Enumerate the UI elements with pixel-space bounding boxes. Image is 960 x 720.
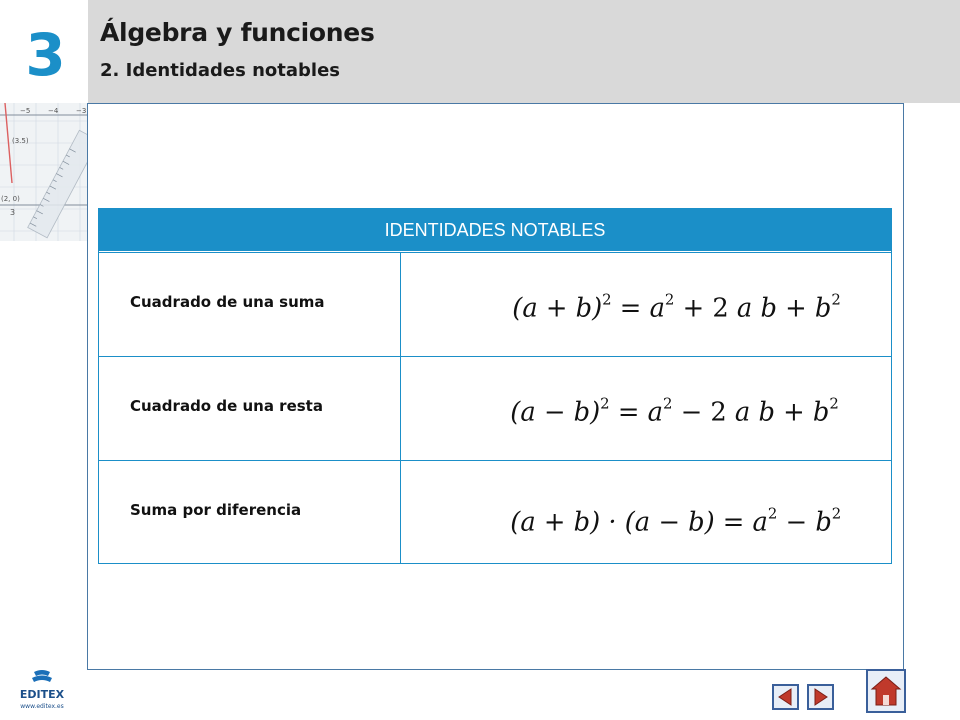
row-formula-cell [401,357,891,460]
row-label: Suma por diferencia [130,501,302,519]
chapter-number: 3 [25,21,66,89]
row-formula-cell [401,253,891,356]
next-button[interactable] [807,684,834,710]
identities-table [98,208,892,564]
formula-square-of-sum [401,253,891,356]
table-header: IDENTIDADES NOTABLES [99,209,891,252]
logo-text: EDITEX [19,688,65,701]
editex-logo [12,668,72,712]
point-label: (3.5) [12,137,29,145]
logo-url: www.editex.es [20,703,64,710]
svg-text:(a + b)2 = a2 + 2 a b + b2: $(a + b)^2 = a^2 + 2$ a $b + b^2$ [512,290,841,324]
formula-square-of-difference [401,357,891,460]
tick-label: −3 [76,107,87,115]
header-band [88,0,960,103]
table-row [99,252,891,356]
point-label: 3 [10,208,16,217]
row-label-cell [99,253,401,356]
table-row [99,460,891,564]
row-label: Cuadrado de una suma [130,293,325,311]
tick-label: −5 [20,107,31,115]
row-label: Cuadrado de una resta [130,397,323,415]
tick-label: −4 [48,107,59,115]
row-formula-cell [401,461,891,564]
svg-text:(a − b)2 = a2 − 2 a b + b2: $(a - b)^2 = a^2 - 2$ a $b + b^2$ [510,394,839,428]
row-label-cell [99,357,401,460]
graph-ruler-image [0,103,88,241]
triangle-right-icon [809,686,832,708]
svg-text:(a + b) · (a − b) = a2 − b2: $(a + b) \cdot (a - b) = a^2 - b^2$ [510,504,842,538]
previous-button[interactable] [772,684,799,710]
page-subtitle: 2. Identidades notables [100,60,341,81]
row-label-cell [99,461,401,564]
house-icon [868,671,904,711]
point-label: (2, 0) [1,195,20,203]
home-button[interactable] [866,669,906,713]
table-row [99,356,891,460]
formula-sum-by-difference [401,461,891,564]
page-title: Álgebra y funciones [100,18,375,47]
triangle-left-icon [774,686,797,708]
